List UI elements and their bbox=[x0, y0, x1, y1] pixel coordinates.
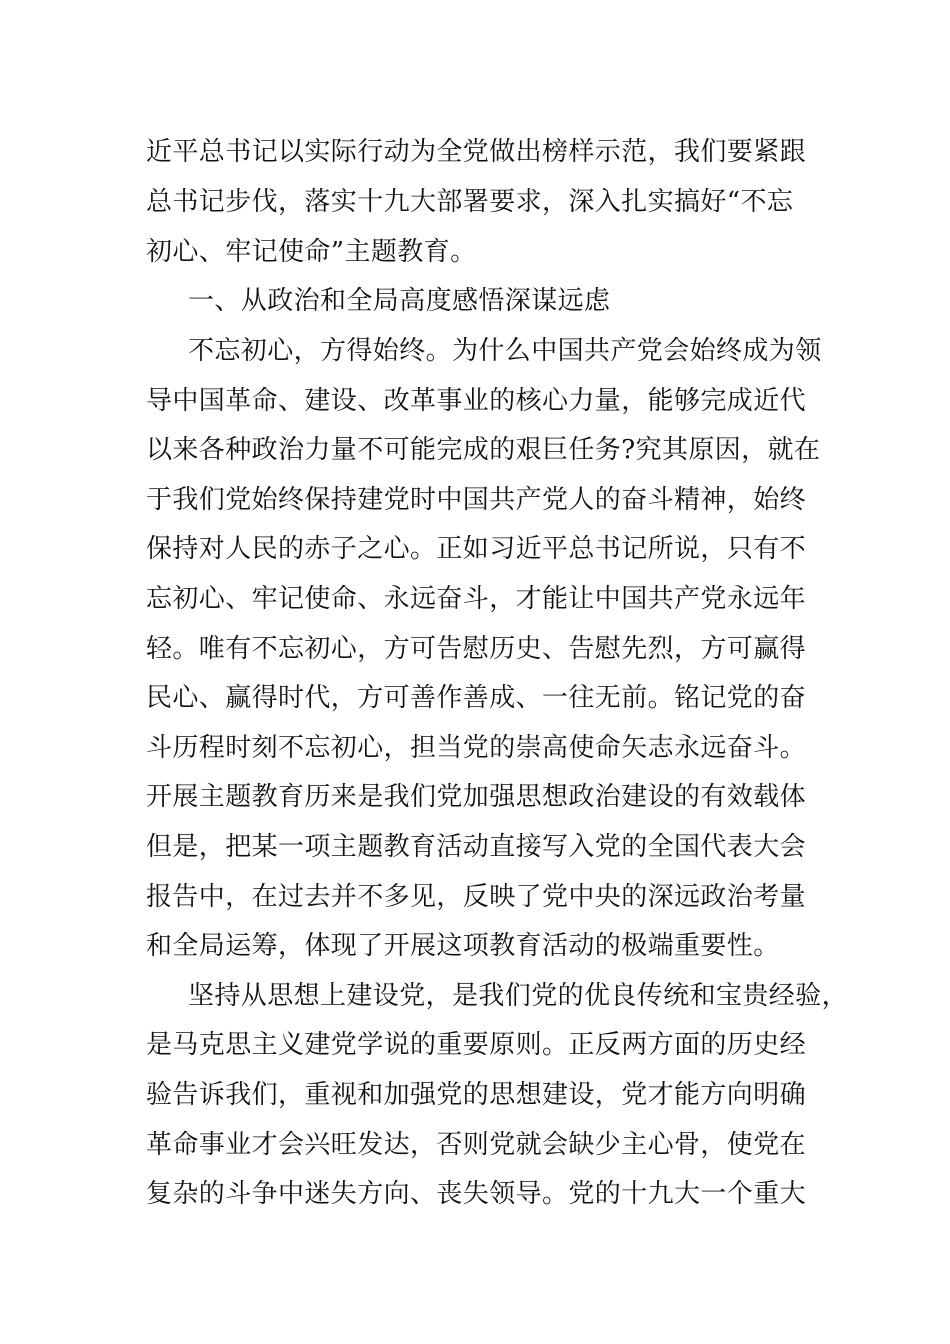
text-line: 开展主题教育历来是我们党加强思想政治建设的有效载体 bbox=[146, 782, 807, 812]
text-line: 验告诉我们，重视和加强党的思想建设，党才能方向明确 bbox=[146, 1080, 807, 1110]
text-line: 以来各种政治力量不可能完成的艰巨任务?究其原因，就在 bbox=[146, 435, 821, 465]
text-line: 于我们党始终保持建党时中国共产党人的奋斗精神，始终 bbox=[146, 485, 807, 515]
text-line: 初心、牢记使命”主题教育。 bbox=[146, 237, 477, 267]
text-line: 是马克思主义建党学说的重要原则。正反两方面的历史经 bbox=[146, 1030, 807, 1060]
text-line: 但是，把某一项主题教育活动直接写入党的全国代表大会 bbox=[146, 832, 807, 862]
text-line: 斗历程时刻不忘初心，担当党的崇高使命矢志永远奋斗。 bbox=[146, 733, 807, 763]
text-line: 轻。唯有不忘初心，方可告慰历史、告慰先烈，方可赢得 bbox=[146, 634, 807, 664]
text-line: 和全局运筹，体现了开展这项教育活动的极端重要性。 bbox=[146, 931, 780, 961]
text-line: 导中国革命、建设、改革事业的核心力量，能够完成近代 bbox=[146, 386, 807, 416]
text-line: 总书记步伐，落实十九大部署要求，深入扎实搞好“不忘 bbox=[146, 187, 794, 217]
text-line: 不忘初心，方得始终。为什么中国共产党会始终成为领 bbox=[188, 336, 822, 366]
text-line: 忘初心、牢记使命、永远奋斗，才能让中国共产党永远年 bbox=[146, 584, 807, 614]
text-line: 近平总书记以实际行动为全党做出榜样示范，我们要紧跟 bbox=[146, 137, 807, 167]
text-line: 坚持从思想上建设党，是我们党的优良传统和宝贵经验， bbox=[188, 981, 849, 1011]
text-line: 保持对人民的赤子之心。正如习近平总书记所说，只有不 bbox=[146, 534, 807, 564]
section-heading: 一、从政治和全局高度感悟深谋远虑 bbox=[188, 286, 611, 316]
text-line: 民心、赢得时代，方可善作善成、一往无前。铭记党的奋 bbox=[146, 683, 807, 713]
text-line: 革命事业才会兴旺发达，否则党就会缺少主心骨，使党在 bbox=[146, 1130, 807, 1160]
text-line: 复杂的斗争中迷失方向、丧失领导。党的十九大一个重大 bbox=[146, 1179, 807, 1209]
text-line: 报告中，在过去并不多见，反映了党中央的深远政治考量 bbox=[146, 882, 807, 912]
